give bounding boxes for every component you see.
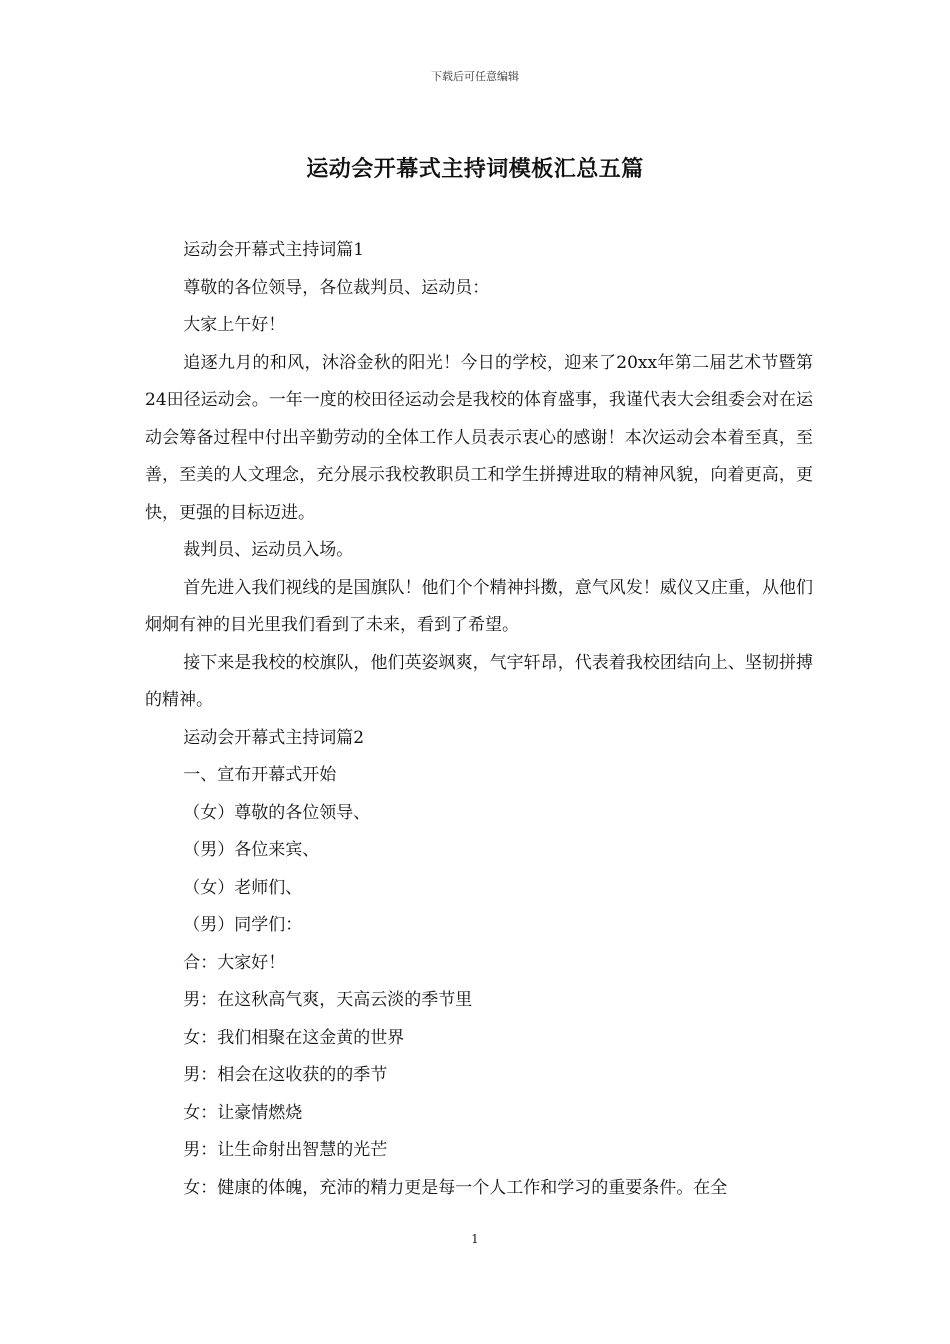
- section-heading-2: 运动会开幕式主持词篇2: [183, 727, 365, 748]
- dialogue-line: （男）各位来宾、: [183, 840, 320, 860]
- dialogue-line: （男）同学们：: [183, 915, 303, 935]
- body-paragraph: 追逐九月的和风，沐浴金秋的阳光！今日的学校，迎来了20xx年第二届艺术节暨第24田径运动会。一年一度的校田径运动会是我校的体育盛事，我谨代表大会组委会对在运动会筹备过程中付出辛勤劳动的全体工作人员表示衷心的感谢！本次运动会本着至真，至善，至美的人文理念，充分展示我校教职员工和学生拼搏进取的精神风貌，向着更高，更快，更强的目标迈进。: [145, 352, 813, 523]
- section-heading-1: 运动会开幕式主持词篇1: [183, 240, 365, 260]
- dialogue-line: 合：大家好！: [183, 952, 286, 973]
- dialogue-line: 女：健康的体魄，充沛的精力更是每一个人工作和学习的重要条件。在全: [183, 1177, 728, 1198]
- document-title: 运动会开幕式主持词模板汇总五篇: [306, 156, 644, 182]
- dialogue-line: 男：在这秋高气爽，天高云淡的季节里: [183, 990, 473, 1010]
- dialogue-line: 女：让豪情燃烧: [183, 1102, 303, 1123]
- dialogue-line: （女）老师们、: [183, 877, 303, 898]
- header-note: 下载后可任意编辑: [431, 70, 519, 83]
- body-paragraph: 接下来是我校的校旗队，他们英姿飒爽，气宇轩昂，代表着我校团结向上、坚韧拼搏的精神。: [145, 652, 813, 710]
- subsection-heading: 一、宣布开幕式开始: [183, 765, 337, 785]
- salutation: 尊敬的各位领导，各位裁判员、运动员：: [183, 277, 490, 298]
- dialogue-line: 男：相会在这收获的的季节: [183, 1065, 388, 1085]
- document-body: [145, 232, 813, 1207]
- dialogue-line: 女：我们相聚在这金黄的世界: [183, 1027, 405, 1048]
- page-number: 1: [471, 1232, 479, 1246]
- greeting: 大家上午好！: [183, 315, 286, 335]
- body-paragraph: 裁判员、运动员入场。: [183, 540, 354, 560]
- dialogue-line: 男：让生命射出智慧的光芒: [183, 1140, 388, 1160]
- body-paragraph: 首先进入我们视线的是国旗队！他们个个精神抖擞，意气风发！威仪又庄重，从他们炯炯有神的目光里我们看到了未来，看到了希望。: [145, 577, 813, 635]
- dialogue-line: （女）尊敬的各位领导、: [183, 802, 371, 823]
